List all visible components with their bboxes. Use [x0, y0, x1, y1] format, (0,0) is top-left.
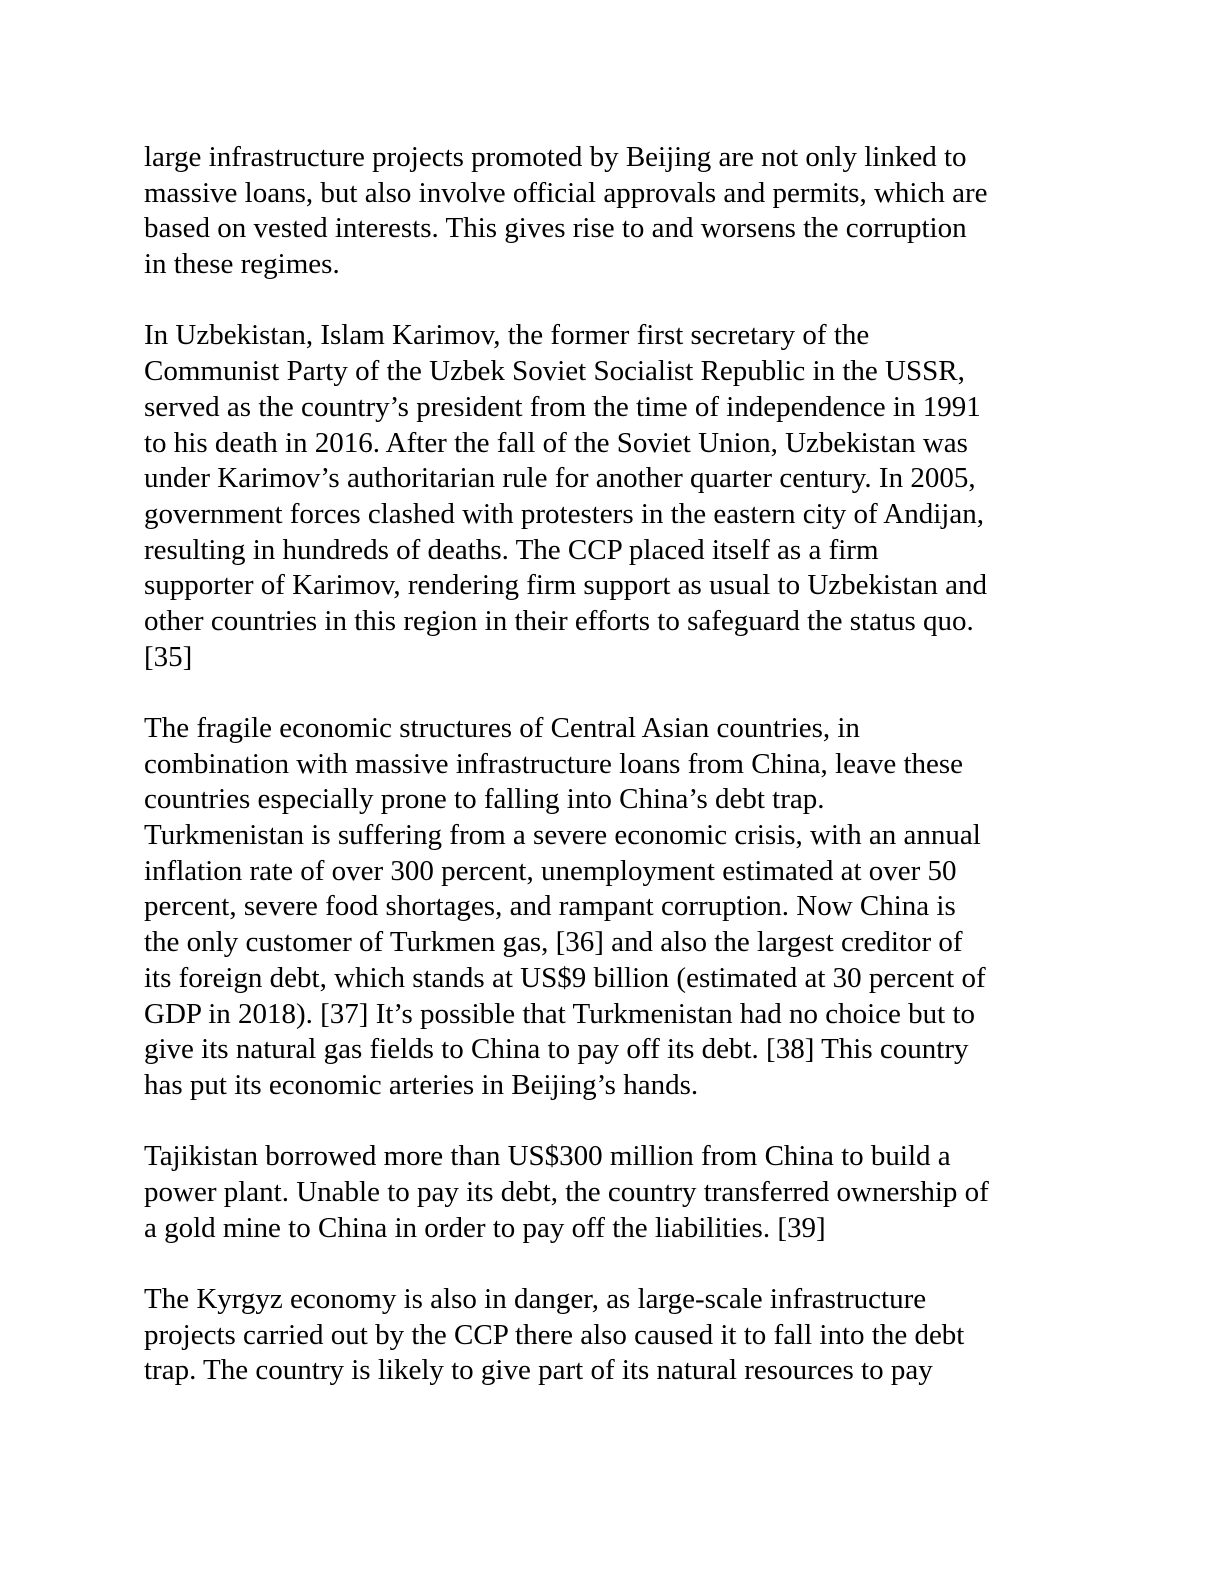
text-line: has put its economic arteries in Beijing’s hands.: [144, 1068, 699, 1101]
text-line: GDP in 2018). [37] It’s possible that Turkmenistan had no choice but to: [144, 997, 976, 1030]
text-line: give its natural gas fields to China to pay off its debt. [38] This country: [144, 1033, 969, 1066]
paragraph: [144, 1282, 1084, 1389]
body-text: [144, 140, 1084, 1389]
text-line: inflation rate of over 300 percent, unemployment estimated at over 50: [144, 854, 957, 887]
text-line: based on vested interests. This gives rise to and worsens the corruption: [144, 212, 967, 245]
text-line: resulting in hundreds of deaths. The CCP placed itself as a firm: [144, 533, 879, 566]
text-line: supporter of Karimov, rendering firm support as usual to Uzbekistan and: [144, 569, 987, 602]
text-line: projects carried out by the CCP there also caused it to fall into the debt: [144, 1318, 965, 1351]
text-line: massive loans, but also involve official approvals and permits, which are: [144, 176, 988, 209]
text-line: in these regimes.: [144, 248, 340, 281]
text-line: other countries in this region in their efforts to safeguard the status quo.: [144, 604, 974, 637]
text-line: power plant. Unable to pay its debt, the country transferred ownership of: [144, 1175, 989, 1208]
text-line: Turkmenistan is suffering from a severe economic crisis, with an annual: [144, 819, 981, 852]
text-line: the only customer of Turkmen gas, [36] and also the largest creditor of: [144, 926, 963, 959]
text-line: to his death in 2016. After the fall of the Soviet Union, Uzbekistan was: [144, 426, 968, 459]
text-line: Communist Party of the Uzbek Soviet Socialist Republic in the USSR,: [144, 355, 965, 388]
text-line: The Kyrgyz economy is also in danger, as large-scale infrastructure: [144, 1283, 927, 1315]
text-line: government forces clashed with protesters in the eastern city of Andijan,: [144, 497, 984, 530]
text-line: percent, severe food shortages, and rampant corruption. Now China is: [144, 890, 956, 923]
text-line: its foreign debt, which stands at US$9 billion (estimated at 30 percent of: [144, 961, 986, 994]
text-line: [35]: [144, 640, 193, 673]
text-line: Tajikistan borrowed more than US$300 million from China to build a: [144, 1140, 951, 1173]
paragraph-spacer: [144, 675, 1084, 711]
text-line: trap. The country is likely to give part of its natural resources to pay: [144, 1354, 933, 1387]
text-line: large infrastructure projects promoted by Beijing are not only linked to: [144, 141, 967, 173]
paragraph-spacer: [144, 1104, 1084, 1140]
text-line: served as the country’s president from the time of independence in 1991: [144, 390, 981, 423]
text-line: In Uzbekistan, Islam Karimov, the former first secretary of the: [144, 319, 870, 352]
text-line: The fragile economic structures of Central Asian countries, in: [144, 712, 860, 744]
paragraph: [144, 318, 1084, 675]
paragraph-spacer: [144, 1246, 1084, 1282]
text-line: countries especially prone to falling into China’s debt trap.: [144, 783, 825, 816]
text-line: combination with massive infrastructure loans from China, leave these: [144, 747, 964, 780]
paragraph: [144, 711, 1084, 1104]
text-line: under Karimov’s authoritarian rule for another quarter century. In 2005,: [144, 462, 976, 495]
paragraph-spacer: [144, 283, 1084, 319]
text-line: a gold mine to China in order to pay off the liabilities. [39]: [144, 1211, 826, 1244]
paragraph: [144, 1139, 1084, 1246]
paragraph: [144, 140, 1084, 283]
